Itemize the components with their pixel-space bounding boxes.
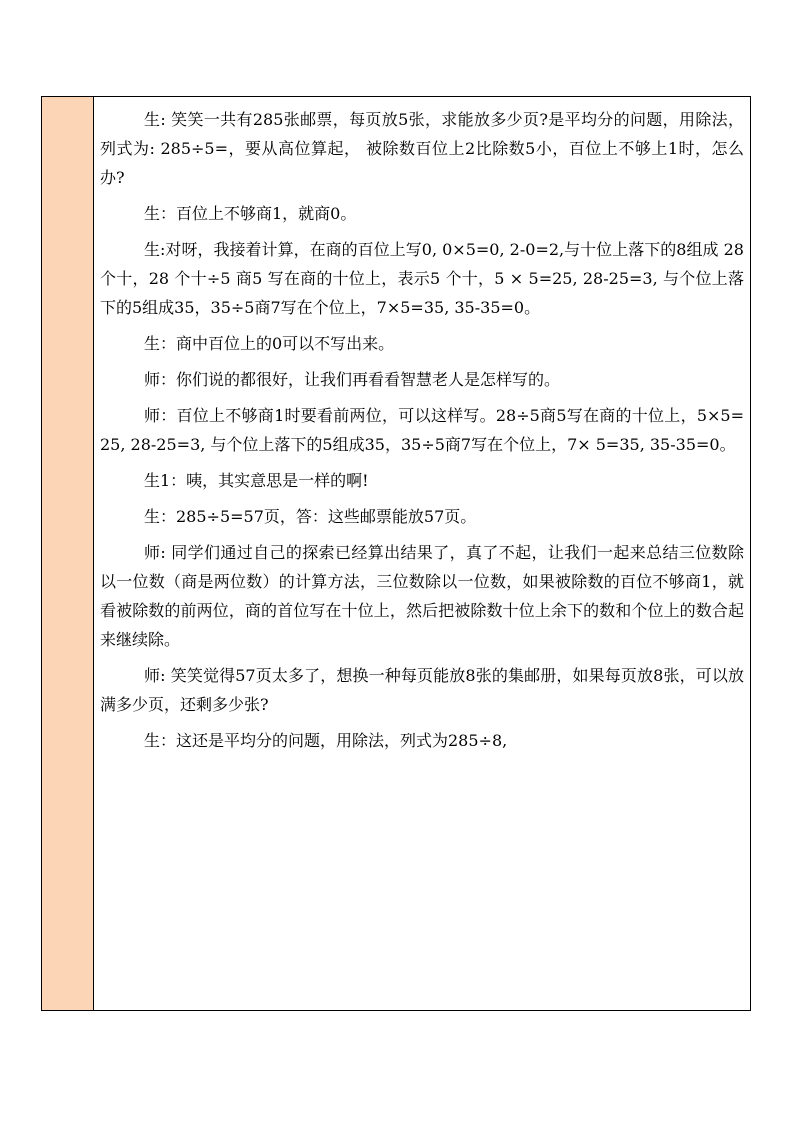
- dialogue-paragraph: 生：这还是平均分的问题，用除法，列式为285÷8,: [144, 731, 508, 750]
- dialogue-paragraph: 生:对呀，我接着计算，在商的百位上写0, 0×5=0, 2-0=2,与十位上落下的8组成 28 个十，28 个十÷5 商5 写在商的十位上，表示5 个十，5 × 5=25, 28-25=3, 与个位上落下的5组成35，35÷5商7写在个位上，7×5=35, 35-35=0。: [100, 240, 744, 317]
- dialogue-paragraph: 生1：咦，其实意思是一样的啊!: [144, 471, 369, 490]
- dialogue-paragraph: 生：285÷5=57页，答：这些邮票能放57页。: [144, 507, 477, 526]
- dialogue-paragraph: 生: 笑笑一共有285张邮票，每页放5张，求能放多少页?是平均分的问题，用除法，列式为: 285÷5=，要从高位算起， 被除数百位上2比除数5小，百位上不够上1时，怎么办?: [100, 110, 744, 187]
- dialogue-paragraph: 生：百位上不够商1，就商0。: [144, 204, 357, 223]
- dialogue-content-cell: [94, 97, 750, 1010]
- lesson-table: [41, 96, 751, 1011]
- side-shaded-cell: [42, 97, 94, 1010]
- dialogue-paragraph: 生：商中百位上的0可以不写出来。: [144, 334, 395, 353]
- dialogue-paragraph: 师：百位上不够商1时要看前两位，可以这样写。28÷5商5写在商的十位上，5×5=25, 28-25=3, 与个位上落下的5组成35，35÷5商7写在个位上，7× 5=35, 35-35=0。: [100, 406, 744, 454]
- dialogue-paragraph: 师: 同学们通过自己的探索已经算出结果了，真了不起，让我们一起来总结三位数除以一位数（商是两位数）的计算方法，三位数除以一位数，如果被除数的百位不够商1，就看被除数的前两位，商的首位写在十位上，然后把被除数十位上余下的数和个位上的数合起来继续除。: [100, 543, 744, 649]
- dialogue-paragraph: 师：你们说的都很好，让我们再看看智慧老人是怎样写的。: [144, 370, 561, 389]
- dialogue-paragraph: 师: 笑笑觉得57页太多了，想换一种每页能放8张的集邮册，如果每页放8张，可以放满多少页，还剩多少张?: [100, 666, 744, 714]
